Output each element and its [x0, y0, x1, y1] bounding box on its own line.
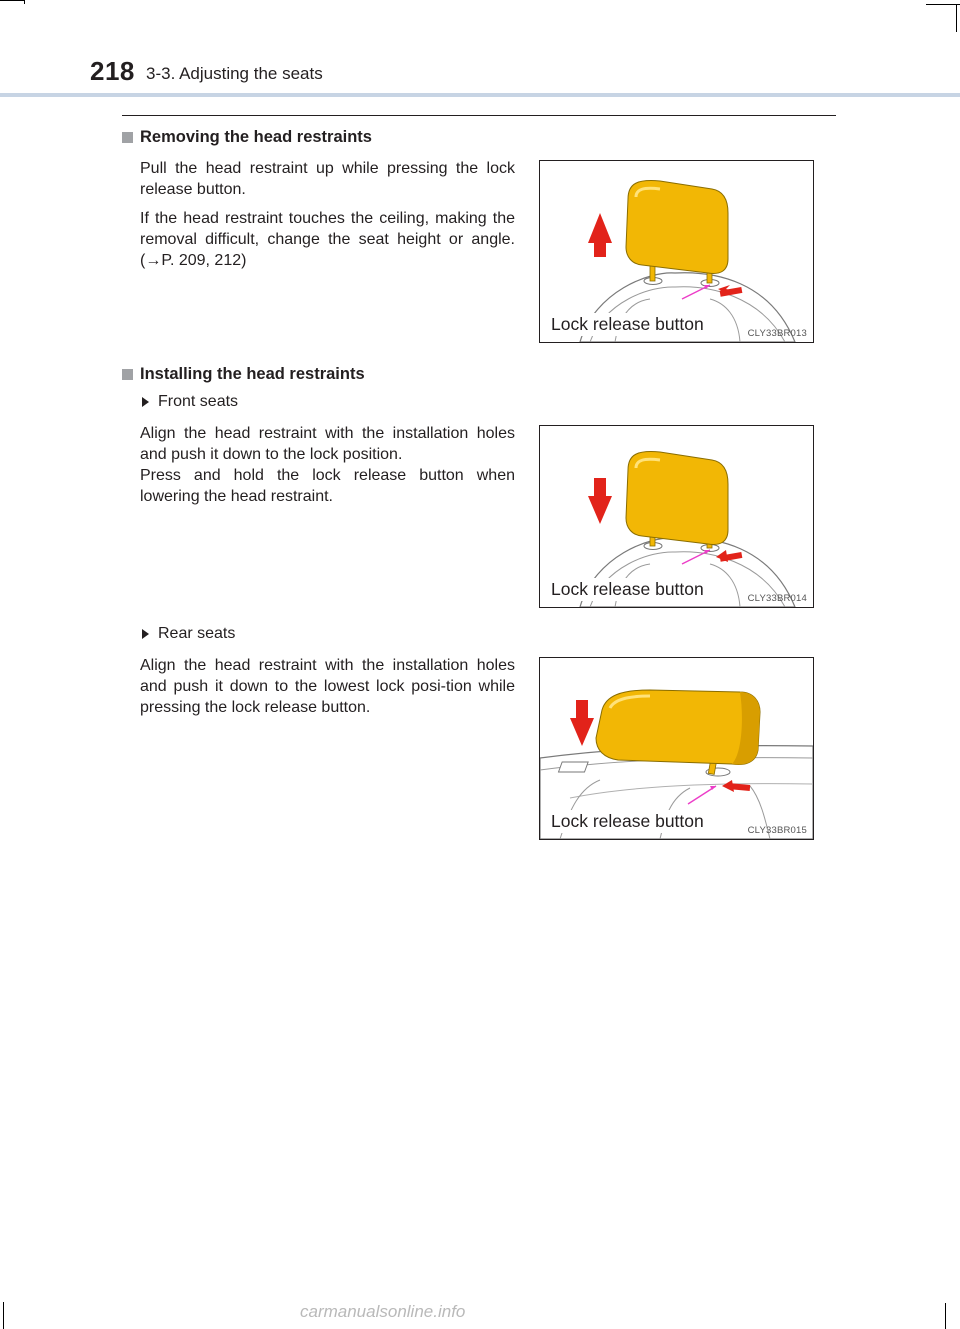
page-number: 218 — [90, 56, 135, 86]
figure-rear-seats — [539, 657, 814, 840]
subheading-installing — [122, 365, 365, 384]
rear-seats-instructions — [140, 655, 515, 726]
lock-release-button-label: Lock release button — [546, 313, 710, 336]
watermark: carmanualsonline.info — [300, 1302, 466, 1321]
subheading-text: Installing the head restraints — [140, 365, 365, 383]
page-header — [0, 0, 960, 96]
paragraph: Align the head restraint with the installation holes and push it down to the lock position. — [140, 425, 515, 463]
triangle-bullet-icon — [142, 397, 149, 407]
subheading-removing — [122, 128, 372, 147]
bullet-text: Front seats — [158, 393, 239, 410]
front-seats-label — [140, 393, 238, 411]
paragraph: Pull the head restraint up while pressing the lock release button. — [140, 160, 515, 198]
crop-mark — [945, 1303, 946, 1329]
section-title: 3-3. Adjusting the seats — [146, 64, 323, 83]
rear-seats-label — [140, 625, 235, 643]
front-seats-instructions — [140, 423, 515, 515]
figure-front-seats — [539, 425, 814, 608]
paragraph: Align the head restraint with the installation holes and push it down to the lowest lock posi-tion while pressing the lock release button. — [140, 657, 515, 716]
figure-removing — [539, 160, 814, 343]
removing-instructions — [140, 158, 515, 279]
square-bullet-icon — [122, 369, 133, 380]
crop-mark — [3, 1302, 4, 1329]
figure-code: CLY33BR014 — [747, 593, 807, 604]
paragraph: Press and hold the lock release button when lowering the head restraint. — [140, 467, 515, 505]
header-rule — [0, 93, 960, 97]
square-bullet-icon — [122, 132, 133, 143]
divider — [122, 115, 836, 116]
paragraph: If the head restraint touches the ceiling, making the removal difficult, change the seat height or angle. (→P. 209, 212) — [140, 210, 515, 269]
figure-code: CLY33BR015 — [747, 825, 807, 836]
lock-release-button-label: Lock release button — [546, 578, 710, 601]
lock-release-button-label: Lock release button — [546, 810, 710, 833]
triangle-bullet-icon — [142, 629, 149, 639]
figure-code: CLY33BR013 — [747, 328, 807, 339]
bullet-text: Rear seats — [158, 625, 236, 642]
subheading-text: Removing the head restraints — [140, 128, 372, 146]
